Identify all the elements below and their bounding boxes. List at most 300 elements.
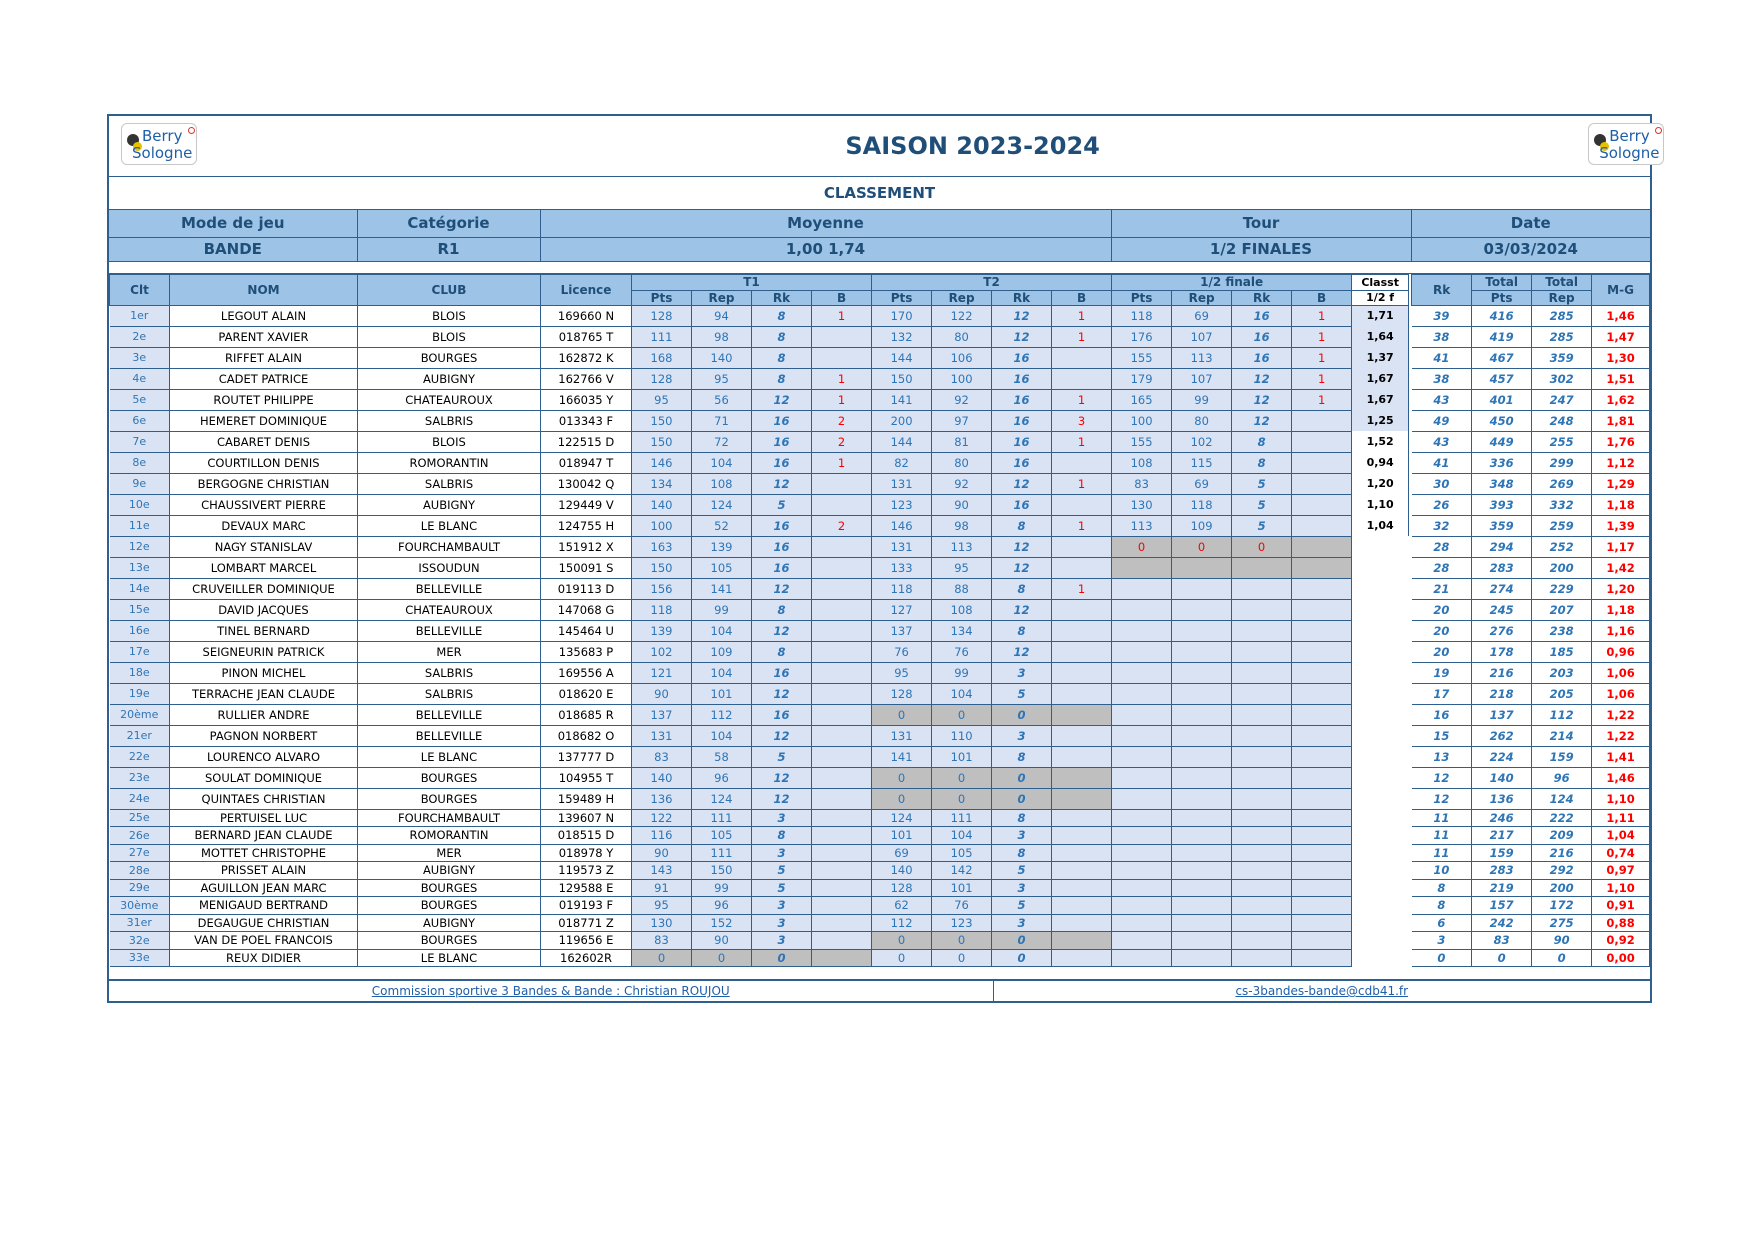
sf-pts-cell — [1112, 599, 1172, 620]
licence-cell: 122515 D — [541, 431, 632, 452]
name-cell: COURTILLON DENIS — [170, 452, 358, 473]
t2-pts-cell: 62 — [872, 897, 932, 915]
t1-rk-cell: 8 — [752, 641, 812, 662]
club-cell: AUBIGNY — [358, 914, 541, 932]
t2-rep-cell: 101 — [932, 746, 992, 767]
t1-rep-cell: 152 — [692, 914, 752, 932]
t2-pts-cell: 123 — [872, 494, 932, 515]
ranking-table — [109, 274, 1650, 968]
name-cell: NAGY STANISLAV — [170, 536, 358, 557]
mg-cell: 1,17 — [1592, 536, 1650, 557]
rank-cell: 8e — [110, 452, 170, 473]
mg-cell: 0,91 — [1592, 897, 1650, 915]
t1-rep-cell: 109 — [692, 641, 752, 662]
t2-b-cell — [1052, 452, 1112, 473]
sf-pts-cell — [1112, 620, 1172, 641]
footer-commission-link[interactable]: Commission sportive 3 Bandes & Bande : Christian ROUJOU — [371, 984, 730, 998]
table-row — [110, 949, 1650, 967]
t1-b-cell: 2 — [812, 410, 872, 431]
sf-rk-cell — [1232, 683, 1292, 704]
t1-rep-cell: 101 — [692, 683, 752, 704]
table-row — [110, 767, 1650, 788]
footer-email-link[interactable]: cs-3bandes-bande@cdb41.fr — [1235, 984, 1409, 998]
rank-cell: 27e — [110, 844, 170, 862]
sf-rep-cell — [1172, 897, 1232, 915]
table-row — [110, 683, 1650, 704]
name-cell: DEVAUX MARC — [170, 515, 358, 536]
sf-rep-cell — [1172, 949, 1232, 967]
total-rep-cell: 255 — [1532, 431, 1592, 452]
sf-b-cell — [1292, 827, 1352, 845]
name-cell: CHAUSSIVERT PIERRE — [170, 494, 358, 515]
t2-rk-cell: 3 — [992, 914, 1052, 932]
table-row — [110, 536, 1650, 557]
t1-pts-cell: 146 — [632, 452, 692, 473]
sf-rep-cell — [1172, 641, 1232, 662]
t1-rk-cell: 12 — [752, 725, 812, 746]
licence-cell: 150091 S — [541, 557, 632, 578]
t1-pts-cell: 150 — [632, 431, 692, 452]
mg-cell: 1,47 — [1592, 326, 1650, 347]
total-pts-cell: 217 — [1472, 827, 1532, 845]
sf-rep-cell — [1172, 662, 1232, 683]
t2-pts-cell: 0 — [872, 767, 932, 788]
total-rep-cell: 112 — [1532, 704, 1592, 725]
classt-cell — [1352, 862, 1409, 880]
t1-pts-cell: 83 — [632, 932, 692, 950]
name-cell: MENIGAUD BERTRAND — [170, 897, 358, 915]
total-rep-cell: 90 — [1532, 932, 1592, 950]
t1-rep-cell: 56 — [692, 389, 752, 410]
club-cell: LE BLANC — [358, 515, 541, 536]
rk-total-cell: 11 — [1412, 827, 1472, 845]
sf-b-cell — [1292, 725, 1352, 746]
t1-b-cell: 1 — [812, 368, 872, 389]
t2-rep-cell: 106 — [932, 347, 992, 368]
sf-rep-cell — [1172, 844, 1232, 862]
total-rep-cell: 229 — [1532, 578, 1592, 599]
t1-rep-cell: 94 — [692, 305, 752, 326]
classt-cell: 1,67 — [1352, 389, 1409, 410]
sf-pts-cell — [1112, 704, 1172, 725]
t2-rep-cell: 95 — [932, 557, 992, 578]
total-pts-cell: 401 — [1472, 389, 1532, 410]
total-rep-cell: 285 — [1532, 305, 1592, 326]
t2-rk-cell: 3 — [992, 725, 1052, 746]
mg-cell: 0,88 — [1592, 914, 1650, 932]
name-cell: CADET PATRICE — [170, 368, 358, 389]
sf-pts-cell — [1112, 662, 1172, 683]
club-cell: BOURGES — [358, 347, 541, 368]
rank-cell: 29e — [110, 879, 170, 897]
sf-pts-cell — [1112, 746, 1172, 767]
t2-pts-cell: 95 — [872, 662, 932, 683]
t1-rep-cell: 72 — [692, 431, 752, 452]
subcol-sf-rk: Rk — [1232, 290, 1292, 305]
t2-pts-cell: 69 — [872, 844, 932, 862]
t2-rk-cell: 8 — [992, 746, 1052, 767]
total-rep-cell: 209 — [1532, 827, 1592, 845]
t1-b-cell — [812, 683, 872, 704]
licence-cell: 013343 F — [541, 410, 632, 431]
t1-rep-cell: 104 — [692, 452, 752, 473]
t1-rep-cell: 98 — [692, 326, 752, 347]
t1-rep-cell: 108 — [692, 473, 752, 494]
rk-total-cell: 3 — [1412, 932, 1472, 950]
t1-rep-cell: 90 — [692, 932, 752, 950]
t2-rep-cell: 80 — [932, 326, 992, 347]
t2-b-cell — [1052, 662, 1112, 683]
subcol-sf-b: B — [1292, 290, 1352, 305]
t2-pts-cell: 141 — [872, 746, 932, 767]
average-label: Moyenne — [540, 209, 1111, 237]
sf-pts-cell — [1112, 683, 1172, 704]
rk-total-cell: 8 — [1412, 897, 1472, 915]
t1-pts-cell: 139 — [632, 620, 692, 641]
t2-pts-cell: 124 — [872, 809, 932, 827]
rk-total-cell: 10 — [1412, 862, 1472, 880]
total-rep-cell: 203 — [1532, 662, 1592, 683]
club-cell: SALBRIS — [358, 662, 541, 683]
sf-rep-cell — [1172, 827, 1232, 845]
category-value: R1 — [357, 237, 540, 261]
t2-rk-cell: 12 — [992, 599, 1052, 620]
total-rep-cell: 185 — [1532, 641, 1592, 662]
classt-cell — [1352, 809, 1409, 827]
name-cell: DEGAUGUE CHRISTIAN — [170, 914, 358, 932]
mode-label: Mode de jeu — [109, 209, 357, 237]
rk-total-cell: 17 — [1412, 683, 1472, 704]
sf-pts-cell — [1112, 844, 1172, 862]
rk-total-cell: 15 — [1412, 725, 1472, 746]
sf-b-cell: 1 — [1292, 326, 1352, 347]
t2-pts-cell: 131 — [872, 473, 932, 494]
sf-rk-cell — [1232, 599, 1292, 620]
name-cell: LEGOUT ALAIN — [170, 305, 358, 326]
t1-b-cell: 1 — [812, 389, 872, 410]
rk-total-cell: 20 — [1412, 620, 1472, 641]
name-cell: RIFFET ALAIN — [170, 347, 358, 368]
t1-rk-cell: 8 — [752, 368, 812, 389]
rank-cell: 7e — [110, 431, 170, 452]
t2-pts-cell: 141 — [872, 389, 932, 410]
t1-b-cell — [812, 620, 872, 641]
sf-rep-cell — [1172, 704, 1232, 725]
rk-total-cell: 20 — [1412, 641, 1472, 662]
t2-b-cell — [1052, 704, 1112, 725]
t2-b-cell — [1052, 897, 1112, 915]
t1-pts-cell: 83 — [632, 746, 692, 767]
subcol-t2-b: B — [1052, 290, 1112, 305]
t2-rk-cell: 5 — [992, 862, 1052, 880]
total-pts-cell: 159 — [1472, 844, 1532, 862]
mode-value: BANDE — [109, 237, 357, 261]
t2-rk-cell: 5 — [992, 897, 1052, 915]
licence-cell: 018620 E — [541, 683, 632, 704]
t1-rep-cell: 112 — [692, 704, 752, 725]
sf-rk-cell — [1232, 809, 1292, 827]
licence-cell: 018771 Z — [541, 914, 632, 932]
t1-b-cell — [812, 326, 872, 347]
sf-rk-cell: 5 — [1232, 473, 1292, 494]
rk-total-cell: 26 — [1412, 494, 1472, 515]
t2-pts-cell: 82 — [872, 452, 932, 473]
sf-rep-cell: 109 — [1172, 515, 1232, 536]
t1-pts-cell: 95 — [632, 897, 692, 915]
total-rep-cell: 124 — [1532, 788, 1592, 809]
t2-rk-cell: 5 — [992, 683, 1052, 704]
t2-pts-cell: 76 — [872, 641, 932, 662]
classt-cell — [1352, 704, 1409, 725]
classt-cell: 0,94 — [1352, 452, 1409, 473]
t2-rep-cell: 97 — [932, 410, 992, 431]
t2-rk-cell: 16 — [992, 389, 1052, 410]
t2-rk-cell: 12 — [992, 473, 1052, 494]
t2-b-cell — [1052, 767, 1112, 788]
name-cell: LOMBART MARCEL — [170, 557, 358, 578]
t1-rk-cell: 16 — [752, 410, 812, 431]
club-cell: FOURCHAMBAULT — [358, 809, 541, 827]
table-row — [110, 326, 1650, 347]
t1-pts-cell: 121 — [632, 662, 692, 683]
subcol-sf-pts: Pts — [1112, 290, 1172, 305]
sf-b-cell — [1292, 746, 1352, 767]
total-pts-cell: 276 — [1472, 620, 1532, 641]
licence-cell: 151912 X — [541, 536, 632, 557]
rk-total-cell: 41 — [1412, 347, 1472, 368]
classt-cell — [1352, 914, 1409, 932]
t1-rk-cell: 8 — [752, 347, 812, 368]
mg-cell: 1,06 — [1592, 683, 1650, 704]
t2-rk-cell: 16 — [992, 347, 1052, 368]
table-row — [110, 879, 1650, 897]
total-pts-cell: 242 — [1472, 914, 1532, 932]
date-value: 03/03/2024 — [1411, 237, 1650, 261]
sf-rk-cell: 16 — [1232, 305, 1292, 326]
sf-rep-cell — [1172, 809, 1232, 827]
t1-pts-cell: 168 — [632, 347, 692, 368]
t1-b-cell — [812, 473, 872, 494]
name-cell: BERNARD JEAN CLAUDE — [170, 827, 358, 845]
licence-cell: 169556 A — [541, 662, 632, 683]
t1-pts-cell: 0 — [632, 949, 692, 967]
sf-pts-cell: 0 — [1112, 536, 1172, 557]
sf-rk-cell: 0 — [1232, 536, 1292, 557]
sf-b-cell — [1292, 704, 1352, 725]
total-rep-cell: 214 — [1532, 725, 1592, 746]
t2-rep-cell: 142 — [932, 862, 992, 880]
t2-b-cell: 3 — [1052, 410, 1112, 431]
rank-cell: 3e — [110, 347, 170, 368]
t1-rep-cell: 105 — [692, 557, 752, 578]
subcol-t2-pts: Pts — [872, 290, 932, 305]
sf-rk-cell: 8 — [1232, 452, 1292, 473]
total-pts-cell: 283 — [1472, 862, 1532, 880]
name-cell: MOTTET CHRISTOPHE — [170, 844, 358, 862]
club-cell: MER — [358, 641, 541, 662]
mg-cell: 1,41 — [1592, 746, 1650, 767]
t2-rk-cell: 8 — [992, 578, 1052, 599]
sf-b-cell — [1292, 536, 1352, 557]
sf-rep-cell — [1172, 725, 1232, 746]
rk-total-cell: 38 — [1412, 368, 1472, 389]
licence-cell: 162766 V — [541, 368, 632, 389]
sf-pts-cell: 155 — [1112, 431, 1172, 452]
name-cell: REUX DIDIER — [170, 949, 358, 967]
t2-b-cell — [1052, 914, 1112, 932]
sf-pts-cell — [1112, 827, 1172, 845]
total-pts-cell: 449 — [1472, 431, 1532, 452]
sf-b-cell — [1292, 897, 1352, 915]
t2-rep-cell: 92 — [932, 473, 992, 494]
t2-b-cell: 1 — [1052, 515, 1112, 536]
total-pts-cell: 245 — [1472, 599, 1532, 620]
sf-b-cell — [1292, 683, 1352, 704]
t1-rk-cell: 16 — [752, 536, 812, 557]
licence-cell: 129588 E — [541, 879, 632, 897]
total-rep-cell: 269 — [1532, 473, 1592, 494]
total-rep-cell: 222 — [1532, 809, 1592, 827]
sf-pts-cell: 83 — [1112, 473, 1172, 494]
club-cell: BOURGES — [358, 767, 541, 788]
col-total-pts: Total — [1472, 274, 1532, 290]
licence-cell: 137777 D — [541, 746, 632, 767]
t2-pts-cell: 170 — [872, 305, 932, 326]
name-cell: DAVID JACQUES — [170, 599, 358, 620]
sf-rep-cell: 99 — [1172, 389, 1232, 410]
sf-b-cell — [1292, 431, 1352, 452]
rank-cell: 17e — [110, 641, 170, 662]
club-cell: BELLEVILLE — [358, 620, 541, 641]
rank-cell: 26e — [110, 827, 170, 845]
t2-b-cell: 1 — [1052, 578, 1112, 599]
t1-rk-cell: 5 — [752, 879, 812, 897]
sf-b-cell — [1292, 767, 1352, 788]
rank-cell: 6e — [110, 410, 170, 431]
licence-cell: 166035 Y — [541, 389, 632, 410]
mg-cell: 1,22 — [1592, 725, 1650, 746]
club-cell: BELLEVILLE — [358, 578, 541, 599]
total-pts-cell: 136 — [1472, 788, 1532, 809]
classt-cell — [1352, 949, 1409, 967]
t1-rep-cell: 58 — [692, 746, 752, 767]
t2-b-cell — [1052, 827, 1112, 845]
t1-b-cell — [812, 767, 872, 788]
subcol-t1-rk: Rk — [752, 290, 812, 305]
total-rep-cell: 200 — [1532, 557, 1592, 578]
rank-cell: 15e — [110, 599, 170, 620]
table-row — [110, 599, 1650, 620]
sf-rk-cell: 16 — [1232, 326, 1292, 347]
classt-cell — [1352, 578, 1409, 599]
t1-b-cell — [812, 746, 872, 767]
t2-rep-cell: 0 — [932, 767, 992, 788]
sf-b-cell — [1292, 599, 1352, 620]
sf-rep-cell — [1172, 746, 1232, 767]
sf-b-cell — [1292, 949, 1352, 967]
col-rk-total: Rk — [1412, 274, 1472, 305]
rank-cell: 2e — [110, 326, 170, 347]
t2-pts-cell: 131 — [872, 725, 932, 746]
subcol-t2-rep: Rep — [932, 290, 992, 305]
classt-cell: 1,52 — [1352, 431, 1409, 452]
club-cell: BOURGES — [358, 897, 541, 915]
t2-b-cell: 1 — [1052, 389, 1112, 410]
sf-rk-cell — [1232, 932, 1292, 950]
total-rep-cell: 359 — [1532, 347, 1592, 368]
sf-rk-cell — [1232, 844, 1292, 862]
rank-cell: 30ème — [110, 897, 170, 915]
rk-total-cell: 0 — [1412, 949, 1472, 967]
t2-pts-cell: 144 — [872, 431, 932, 452]
name-cell: SEIGNEURIN PATRICK — [170, 641, 358, 662]
table-row — [110, 788, 1650, 809]
rk-total-cell: 43 — [1412, 431, 1472, 452]
t1-rep-cell: 124 — [692, 494, 752, 515]
t2-rep-cell: 98 — [932, 515, 992, 536]
t2-pts-cell: 150 — [872, 368, 932, 389]
t2-b-cell: 1 — [1052, 431, 1112, 452]
classement-sheet — [107, 114, 1660, 1003]
sf-b-cell — [1292, 473, 1352, 494]
total-rep-cell: 207 — [1532, 599, 1592, 620]
t2-b-cell — [1052, 599, 1112, 620]
subcol-t1-rep: Rep — [692, 290, 752, 305]
club-cell: ISSOUDUN — [358, 557, 541, 578]
col-total-rep: Total — [1532, 274, 1592, 290]
t1-pts-cell: 140 — [632, 494, 692, 515]
sf-rep-cell — [1172, 620, 1232, 641]
name-cell: VAN DE POEL FRANCOIS — [170, 932, 358, 950]
col-t1: T1 — [632, 274, 872, 290]
rank-cell: 18e — [110, 662, 170, 683]
t2-rk-cell: 0 — [992, 767, 1052, 788]
t1-b-cell: 1 — [812, 452, 872, 473]
t1-rk-cell: 3 — [752, 809, 812, 827]
t1-rep-cell: 150 — [692, 862, 752, 880]
rank-cell: 28e — [110, 862, 170, 880]
sf-rep-cell: 113 — [1172, 347, 1232, 368]
name-cell: TINEL BERNARD — [170, 620, 358, 641]
t2-rep-cell: 100 — [932, 368, 992, 389]
mg-cell: 0,92 — [1592, 932, 1650, 950]
t1-pts-cell: 95 — [632, 389, 692, 410]
table-row — [110, 431, 1650, 452]
sf-b-cell — [1292, 578, 1352, 599]
table-row — [110, 641, 1650, 662]
table-row — [110, 515, 1650, 536]
col-nom: NOM — [170, 274, 358, 305]
t1-rep-cell: 99 — [692, 879, 752, 897]
date-label: Date — [1411, 209, 1650, 237]
t1-rk-cell: 5 — [752, 862, 812, 880]
category-label: Catégorie — [357, 209, 540, 237]
t1-pts-cell: 130 — [632, 914, 692, 932]
t2-pts-cell: 127 — [872, 599, 932, 620]
total-rep-cell: 247 — [1532, 389, 1592, 410]
name-cell: PAGNON NORBERT — [170, 725, 358, 746]
t2-rep-cell: 0 — [932, 788, 992, 809]
t2-pts-cell: 0 — [872, 932, 932, 950]
table-row — [110, 305, 1650, 326]
sf-rk-cell — [1232, 914, 1292, 932]
t2-pts-cell: 118 — [872, 578, 932, 599]
t1-rep-cell: 0 — [692, 949, 752, 967]
licence-cell: 019193 F — [541, 897, 632, 915]
t1-rk-cell: 8 — [752, 599, 812, 620]
t1-b-cell — [812, 536, 872, 557]
table-row — [110, 347, 1650, 368]
